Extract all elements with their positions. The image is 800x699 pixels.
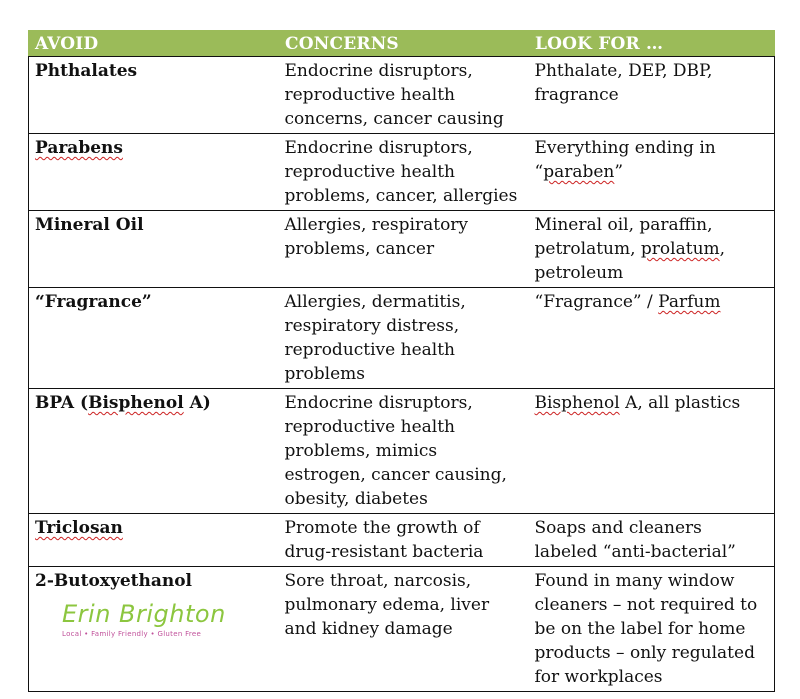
avoid-text: BPA ( <box>35 393 89 413</box>
table-row <box>29 288 775 389</box>
table-row <box>29 514 775 567</box>
concerns-cell: Endocrine disruptors, reproductive health concerns, cancer causing <box>279 57 529 134</box>
concerns-cell: Endocrine disruptors, reproductive health problems, mimics estrogen, cancer causing, obesity, diabetes <box>279 389 529 514</box>
look-for-cell <box>529 389 775 514</box>
spellcheck-word: paraben <box>543 162 615 182</box>
toxins-table <box>28 30 775 692</box>
look-for-cell <box>529 134 775 211</box>
look-for-text: Mineral oil, paraffin, petrolatum, <box>534 215 713 259</box>
concerns-cell: Sore throat, narcosis, pulmonary edema, liver and kidney damage <box>279 567 529 692</box>
concerns-cell: Allergies, dermatitis, respiratory distress, reproductive health problems <box>279 288 529 389</box>
look-for-cell: Found in many window cleaners – not required to be on the label for home products – only regulated for workplaces <box>529 567 775 692</box>
table-row <box>29 389 775 514</box>
concerns-cell: Promote the growth of drug-resistant bacteria <box>279 514 529 567</box>
logo-tagline: Local • Family Friendly • Gluten Free <box>62 630 202 638</box>
avoid-cell: Mineral Oil <box>29 211 279 288</box>
table-row <box>29 211 775 288</box>
look-for-cell <box>529 288 775 389</box>
look-for-cell: Soaps and cleaners labeled “anti-bacterial” <box>529 514 775 567</box>
look-for-text: , petroleum <box>534 239 726 283</box>
erin-brighton-logo <box>62 600 226 648</box>
logo-name: Erin Brighton <box>62 600 226 628</box>
spellcheck-word: Bisphenol <box>534 393 620 413</box>
look-for-cell: Phthalate, DEP, DBP, fragrance <box>529 57 775 134</box>
table-row <box>29 57 775 134</box>
concerns-cell: Allergies, respiratory problems, cancer <box>279 211 529 288</box>
header-concerns: CONCERNS <box>279 31 529 57</box>
spellcheck-word: Parabens <box>35 138 123 158</box>
spellcheck-word: prolatum <box>640 239 720 259</box>
spellcheck-word: Triclosan <box>35 518 123 538</box>
spellcheck-word: Parfum <box>658 292 721 312</box>
concerns-cell: Endocrine disruptors, reproductive health problems, cancer, allergies <box>279 134 529 211</box>
avoid-cell <box>29 514 279 567</box>
avoid-cell <box>29 389 279 514</box>
header-avoid: AVOID <box>29 31 279 57</box>
avoid-text: A) <box>183 393 211 413</box>
table-row <box>29 134 775 211</box>
avoid-cell: Phthalates <box>29 57 279 134</box>
look-for-text: “Fragrance” / <box>534 292 659 312</box>
look-for-text: Everything ending in “ <box>534 138 716 182</box>
look-for-text: A, all plastics <box>619 393 741 413</box>
header-look-for: LOOK FOR … <box>529 31 775 57</box>
avoid-cell <box>29 134 279 211</box>
table-header-row <box>29 31 775 57</box>
avoid-cell: 2-Butoxyethanol <box>29 567 279 692</box>
spellcheck-word: Bisphenol <box>88 393 184 413</box>
look-for-cell <box>529 211 775 288</box>
look-for-text: ” <box>614 162 624 182</box>
avoid-cell: “Fragrance” <box>29 288 279 389</box>
